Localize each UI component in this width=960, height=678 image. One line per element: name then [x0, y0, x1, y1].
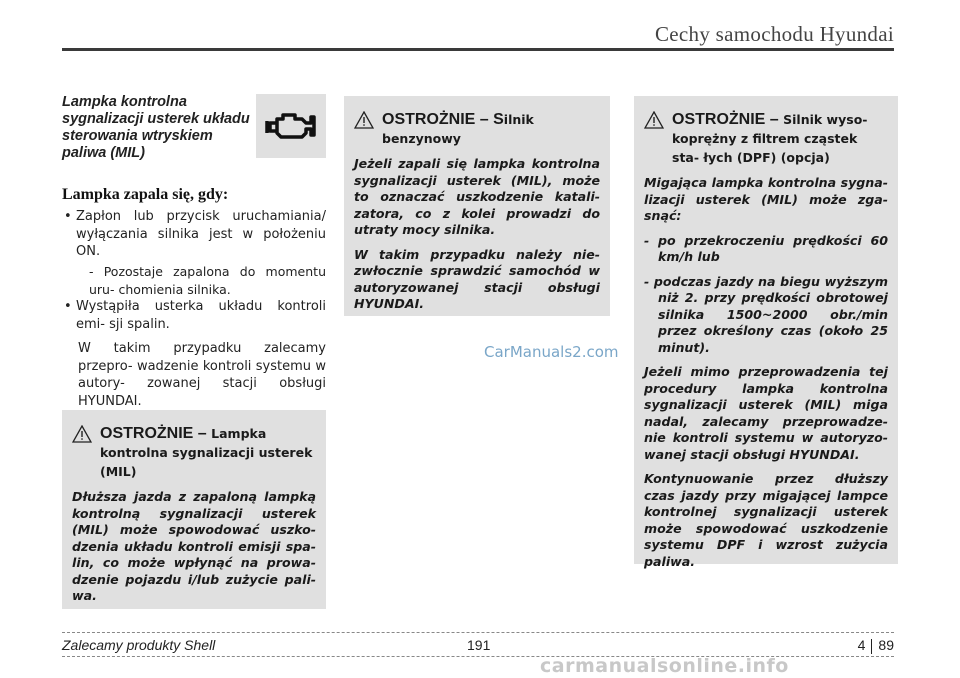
warning-topic-cont: koprężny z filtrem cząstek sta- łych (DPF) (opcja): [672, 131, 858, 165]
bullet-emission-text: Wystąpiła usterka układu kontroli emi- sji spalin.: [76, 299, 326, 332]
warning-topic-cont: kontrolna sygnalizacji usterek (MIL): [100, 445, 313, 479]
bullet-ignition: [62, 208, 326, 261]
warning-box-petrol: [344, 96, 610, 316]
warning-body: Dłuższa jazda z zapaloną lampką kontrolną sygnalizacji usterek (MIL) może spowodować uszko- dzenia układu kontroli emisji spa- lin, co może wpłynąć na prowa- dzenie pojazdu i/lub zużycie pali- wa.: [72, 489, 316, 603]
watermark-carmanuals: CarManuals2.com: [484, 343, 619, 361]
warning-body-para-2: Jeżeli mimo przeprowadzenia tej procedury lampka kontrolna sygnalizacji usterek (MIL) miga nadal, zalecamy przeprowadze- nie kontroli systemu w autoryzo- wanej stacji obsługi HYUNDAI.: [644, 364, 888, 462]
mil-section-title: Lampka kontrolna sygnalizacji usterek układu sterowania wtryskiem paliwa (MIL): [62, 94, 250, 161]
warning-label: OSTROŻNIE –: [100, 425, 207, 442]
page-header-title: Cechy samochodu Hyundai: [654, 22, 894, 46]
bullet-dot: •: [64, 209, 72, 224]
bottom-watermark: carmanualsonline.info: [540, 655, 789, 677]
warning-triangle-icon: [644, 111, 664, 129]
footer-page-number: [858, 637, 894, 654]
footer-rule: [62, 632, 894, 633]
warning-heading: [644, 110, 888, 129]
warning-body-para-1: Jeżeli zapali się lampka kontrolna sygnalizacji usterek (MIL), może to oznaczać uszkodzenie katali- zatora, co z kolei prowadzi do utraty mocy silnika.: [354, 156, 600, 237]
lamp-lights-subhead: Lampka zapala się, gdy:: [62, 186, 229, 203]
warning-body-para-2: W takim przypadku należy nie- zwłocznie sprawdzić samochód w autoryzowanej stacji obsługi HYUNDAI.: [354, 246, 600, 311]
warning-body-para-3: Kontynuowanie przez dłuższy czas jazdy przy migającej lampce kontrolnej sygnalizacji usterek może spowodować uszkodzenie systemu DPF i wzrost zużycia paliwa.: [644, 471, 888, 569]
engine-check-icon: [265, 109, 317, 143]
warning-box-diesel-dpf: [634, 96, 898, 569]
bullet-dot: •: [64, 299, 72, 314]
warning-dash-item-1: - po przekroczeniu prędkości 60 km/h lub: [644, 232, 888, 264]
warning-box-mil: [62, 410, 326, 609]
header-rule: [62, 48, 894, 51]
warning-body-para-1: Migająca lampka kontrolna sygna- lizacji usterek (MIL) może zga- snąć:: [644, 175, 888, 223]
page-number: 89: [878, 637, 894, 653]
warning-triangle-icon: [72, 425, 92, 443]
bullet-ignition-text: Zapłon lub przycisk uruchamiania/ wyłączania silnika jest w położeniu ON.: [76, 209, 326, 259]
warning-label: OSTROŻNIE –: [672, 111, 779, 128]
footer-center-number: 191: [467, 637, 491, 653]
chapter-number: 4: [857, 637, 866, 653]
warning-topic: Silnik wyso-: [783, 112, 868, 127]
warning-topic: ilnik: [503, 112, 534, 127]
page-separator: [871, 639, 872, 654]
warning-topic-cont: benzynowy: [382, 131, 461, 146]
warning-dash-item-2: - podczas jazdy na biegu wyższym niż 2. przy prędkości obrotowej silnika 1500~2000 obr./min przez określony czas (około 25 minut).: [644, 273, 888, 355]
engine-check-box: [256, 94, 326, 158]
warning-triangle-icon: [354, 111, 374, 129]
warning-body: [354, 156, 600, 313]
warning-body: [644, 175, 888, 570]
bullet-ignition-sub: - Pozostaje zapalona do momentu uru- chomienia silnika.: [89, 264, 326, 297]
warning-label: OSTROŻNIE – S: [382, 111, 504, 128]
warning-heading: [354, 110, 600, 129]
warning-topic: Lampka: [211, 426, 267, 441]
service-recommendation: W takim przypadku zalecamy przepro- wadzenie kontroli systemu w autory- zowanej stacji obsługi HYUNDAI.: [78, 341, 326, 409]
footer-left-text: Zalecamy produkty Shell: [62, 637, 216, 653]
warning-heading: [72, 424, 316, 443]
bullet-emission-fault: [62, 298, 326, 333]
